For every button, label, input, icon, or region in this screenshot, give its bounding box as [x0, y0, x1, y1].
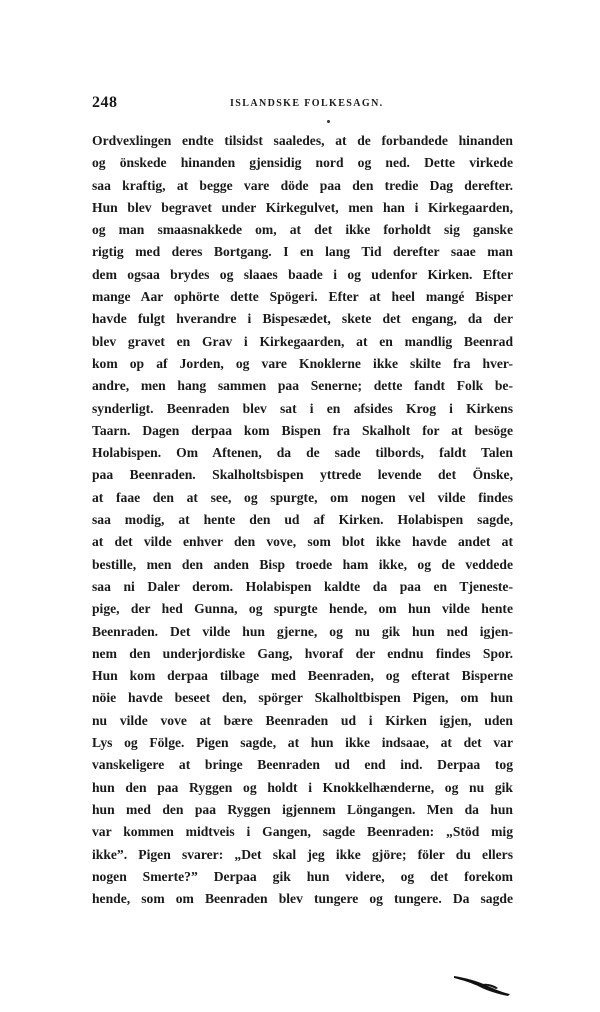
- page-header: [92, 94, 512, 116]
- text-line: pige, der hed Gunna, og spurgte hende, om hun vilde hente: [92, 601, 513, 617]
- text-line: bestille, men den anden Bisp troede ham ikke, og de veddede: [92, 556, 513, 572]
- text-line: at det vilde enhver den vove, som blot ikke havde andet at: [92, 534, 513, 550]
- running-head: ISLANDSKE FOLKESAGN.: [230, 98, 384, 109]
- text-line: Taarn. Dagen derpaa kom Bispen fra Skalholt for at besöge: [92, 422, 513, 438]
- text-line: Hun blev begravet under Kirkegulvet, men han i Kirkegaarden,: [92, 199, 513, 215]
- text-line: Beenraden. Det vilde hun gjerne, og nu gik hun ned igjen-: [92, 623, 513, 639]
- text-line: nem den underjordiske Gang, hvoraf der endnu findes Spor.: [92, 645, 513, 661]
- text-line: paa Beenraden. Skalholtsbispen yttrede levende det Önske,: [92, 467, 513, 483]
- text-line: saa ni Daler derom. Holabispen kaldte da paa en Tjeneste-: [92, 578, 513, 594]
- body-text: [92, 130, 513, 910]
- text-line: Holabispen. Om Aftenen, da de sade tilbords, faldt Talen: [92, 445, 513, 461]
- printer-flourish-icon: [452, 972, 512, 996]
- text-line: hun med den paa Ryggen igjennem Löngangen. Men da hun: [92, 801, 513, 817]
- text-line: rigtig med deres Bortgang. I en lang Tid derefter saae man: [92, 244, 513, 260]
- text-line: Hun kom derpaa tilbage med Beenraden, og efterat Bisperne: [92, 668, 513, 684]
- text-line: mange Aar ophörte dette Spögeri. Efter at heel mangé Bisper: [92, 289, 513, 305]
- text-line: nu vilde vove at bære Beenraden ud i Kirken igjen, uden: [92, 712, 513, 728]
- text-line: havde fulgt hverandre i Bispesædet, skete det engang, da der: [92, 311, 513, 327]
- text-line: Ordvexlingen endte tilsidst saaledes, at de forbandede hinanden: [92, 133, 513, 148]
- text-line: hende, som om Beenraden blev tungere og tungere. Da sagde: [92, 891, 513, 907]
- text-line: var kommen midtveis i Gangen, sagde Beenraden: „Stöd mig: [92, 824, 513, 840]
- text-line: synderligt. Beenraden blev sat i en afsides Krog i Kirkens: [92, 400, 513, 416]
- text-line: Lys og Fölge. Pigen sagde, at hun ikke indsaae, at det var: [92, 735, 513, 751]
- text-line: dem ogsaa brydes og slaaes baade i og udenfor Kirken. Efter: [92, 266, 513, 282]
- text-line: nöie havde beseet den, spörger Skalholtbispen Pigen, om hun: [92, 690, 513, 706]
- text-line: at faae den at see, og spurgte, om nogen vel vilde findes: [92, 489, 513, 505]
- text-line: og man smaasnakkede om, at det ikke forholdt sig ganske: [92, 222, 513, 238]
- text-line: ikke”. Pigen svarer: „Det skal jeg ikke gjöre; föler du ellers: [92, 846, 513, 862]
- text-line: kom op af Jorden, og vare Knoklerne ikke skilte fra hver-: [92, 355, 513, 371]
- text-line: nogen Smerte?” Derpaa gik hun videre, og det forekom: [92, 868, 513, 884]
- text-line: hun den paa Ryggen og holdt i Knokkelhænderne, og nu gik: [92, 779, 513, 795]
- text-line: saa modig, at hente den ud af Kirken. Holabispen sagde,: [92, 512, 513, 528]
- text-line: og önskede hinanden gjensidig nord og ned. Dette virkede: [92, 155, 513, 171]
- page-number: 248: [92, 94, 118, 111]
- text-line: saa kraftig, at begge vare döde paa den tredie Dag derefter.: [92, 177, 513, 193]
- text-line: andre, men hang sammen paa Senerne; dette fandt Folk be-: [92, 378, 513, 394]
- text-line: vanskeligere at bringe Beenraden ud end ind. Derpaa tog: [92, 757, 513, 773]
- ink-speck: [327, 120, 330, 123]
- text-line: blev gravet en Grav i Kirkegaarden, at en mandlig Beenrad: [92, 333, 513, 349]
